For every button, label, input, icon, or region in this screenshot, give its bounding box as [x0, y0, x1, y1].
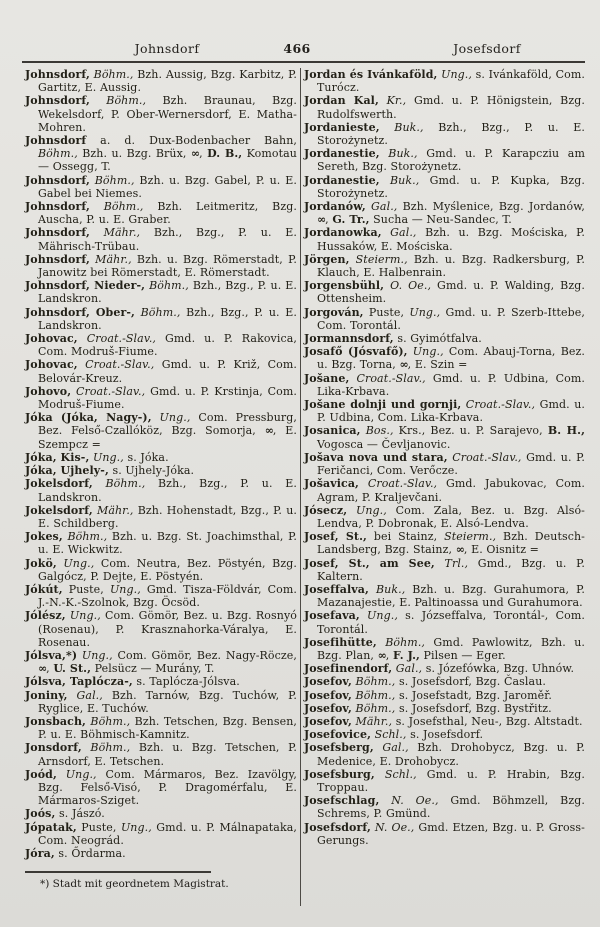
- gazetteer-entry: [304, 200, 585, 226]
- entry-headword: Josefov,: [304, 688, 352, 702]
- entry-headword: Josafő (Jósvafő),: [304, 345, 408, 359]
- gazetteer-entry: [25, 821, 297, 847]
- region-abbr: Böhm.,: [89, 94, 147, 108]
- entry-headword: Joód,: [25, 767, 57, 781]
- post-horn-symbol: ∞: [190, 147, 200, 161]
- entry-headword: Jonsdorf,: [25, 741, 82, 755]
- post-horn-symbol: ∞: [317, 213, 326, 227]
- gazetteer-entry: [304, 794, 585, 820]
- entry-headword: Jokelsdorf,: [25, 477, 93, 491]
- gazetteer-entry: [304, 504, 585, 530]
- gazetteer-entry: [25, 649, 297, 675]
- region-abbr: Böhm.,: [89, 200, 144, 214]
- entry-text: Bzh. u. Bzg. Tetschen, P. Arnsdorf, E. Tetschen.: [38, 741, 297, 768]
- region-abbr: Schl.,: [371, 728, 407, 742]
- column-left: [25, 68, 297, 906]
- entry-text: Gmd. u. P. Karapcziu am Sereth, Bzg. Storożynetz.: [317, 147, 585, 174]
- entry-text: Bzh. Myślenice, Bzg. Jordanów,: [397, 200, 586, 214]
- entry-headword: Johnsdorf,: [25, 68, 90, 81]
- entry-text: s. Taplócza-Jólsva.: [132, 675, 240, 689]
- entry-text: Bzh. Hohenstadt, Bzg., P. u. E. Schildberg.: [38, 503, 297, 530]
- entry-text: s. Jóka.: [123, 450, 169, 464]
- region-abbr: Ung.,: [359, 609, 398, 623]
- entry-headword: Josefov,: [304, 701, 352, 715]
- entry-text: s. Josefsdorf, Bzg. Časlau.: [395, 675, 546, 689]
- entry-headword: Jordanestie,: [304, 147, 380, 161]
- region-abbr: Böhm.,: [351, 675, 396, 689]
- entry-headword: Johnsdorf,: [25, 226, 90, 240]
- region-abbr: Croat.-Slav.,: [359, 477, 438, 491]
- region-abbr: Ung.,: [120, 820, 152, 834]
- gazetteer-entry: [25, 279, 297, 305]
- entry-headword: Josefsburg,: [304, 767, 375, 781]
- entry-headword: Josefov,: [304, 675, 352, 689]
- gazetteer-entry: [304, 68, 585, 94]
- gazetteer-entry: [304, 530, 585, 556]
- gazetteer-entry: [304, 253, 585, 279]
- gazetteer-entry: [25, 134, 297, 174]
- entry-text: Bzh. Tarnów, Bzg. Tuchów, P. Ryglice, E. Tuchów.: [38, 688, 297, 715]
- entry-text: Bzh. Tetschen, Bzg. Bensen, P. u. E. Böhmisch-Kamnitz.: [38, 714, 297, 742]
- entry-headword: Jósecz,: [304, 503, 348, 517]
- gazetteer-entry: [25, 385, 297, 411]
- entry-text: s. Josefsthal, Neu-, Bzg. Altstadt.: [392, 714, 583, 728]
- gazetteer-entry: [304, 332, 585, 345]
- entry-headword: Jošava nova und stara,: [304, 450, 448, 464]
- gazetteer-entry: [25, 741, 297, 767]
- entry-text: Gmd. u. P. Hönigstein, Bzg. Rudolfswerth.: [317, 94, 585, 121]
- gazetteer-entry: [304, 451, 585, 477]
- entry-text: Com. Gömör, Bez. u. Bzg. Rosnyó (Rosenau), P. Krasznahorka-Váralya, E. Rosenau.: [38, 609, 297, 649]
- entry-text: Bzh. Deutsch-Landsberg, Bzg. Stainz,: [317, 530, 585, 557]
- region-abbr: Ung.,: [347, 503, 387, 517]
- footnote-rule: [25, 871, 211, 873]
- region-abbr: Buk.,: [379, 147, 418, 161]
- entry-headword: Johnsdorf, Nieder-,: [25, 279, 146, 293]
- entry-headword: Johovo,: [25, 384, 72, 398]
- region-abbr: Böhm.,: [92, 477, 146, 491]
- gazetteer-entry: [304, 398, 585, 424]
- gazetteer-entry: [25, 847, 297, 860]
- region-abbr: N. Oe.,: [370, 820, 415, 834]
- entry-headword: Jólsva, Taplócza-,: [25, 675, 133, 689]
- post-horn-symbol: ∞: [399, 358, 408, 372]
- gazetteer-entry: [304, 226, 585, 252]
- entry-text: Gmd. u. P. Križ, Com. Belovár-Kreuz.: [38, 358, 297, 385]
- entry-text: Gmd. u. P. Krstinja, Com. Modruš-Fiume.: [38, 384, 297, 412]
- gazetteer-entry: [304, 728, 585, 741]
- region-abbr: Mähr.,: [92, 503, 134, 517]
- entry-headword: F. J.,: [392, 648, 420, 662]
- gazetteer-entry: [304, 636, 585, 662]
- entry-text: Krs., Bez. u. P. Sarajevo,: [393, 424, 548, 438]
- entry-text: Com. Pressburg, Bez. Felső-Czallóköz, Bzg. Somorja,: [38, 411, 297, 438]
- gazetteer-entry: [304, 121, 585, 147]
- entry-text: Komotau — Ossegg, T.: [38, 147, 297, 174]
- region-abbr: Croat.-Slav.,: [349, 371, 426, 385]
- entry-text: s. Őrdarma.: [54, 846, 126, 860]
- entry-text: Gmd. Tisza-Földvár, Com. J.-N.-K.-Szolnok, Bzg. Öcsöd.: [38, 582, 297, 610]
- region-abbr: Kr.,: [378, 94, 407, 108]
- entry-text: Com. Abauj-Torna, Bez. u. Bzg. Torna,: [317, 345, 585, 372]
- post-horn-symbol: ∞: [264, 424, 273, 438]
- header-right-keyword: Josefsdorf: [453, 41, 521, 56]
- entry-headword: Jošavica,: [304, 477, 359, 491]
- entry-text: Gmd. u. P. Walding, Bzg. Ottensheim.: [317, 279, 586, 306]
- entry-text: Com. Zala, Bez. u. Bzg. Alsó-Lendva, P. Dobronak, E. Alsó-Lendva.: [317, 503, 585, 530]
- region-abbr: Mähr.,: [89, 252, 132, 266]
- region-abbr: Croat.-Slav.,: [77, 332, 157, 346]
- entry-text: Com. Mármaros, Bez. Izavölgy, Bzg. Felső-Visó, P. Dragomérfalu, E. Mármaros-Sziget.: [38, 767, 297, 808]
- page-header: [0, 41, 600, 57]
- entry-headword: Jošane dolnji und gornji,: [304, 398, 462, 412]
- entry-text: s. Josefsdorf, Bzg. Bystřitz.: [395, 701, 552, 715]
- entry-headword: Jordanestie,: [304, 173, 380, 187]
- region-abbr: Buk.,: [379, 120, 424, 134]
- region-abbr: Ung.,: [65, 609, 101, 623]
- gazetteer-entry: [25, 174, 297, 200]
- gazetteer-entry: [25, 477, 297, 503]
- entry-text: a. d. Dux-Bodenbacher Bahn,: [86, 134, 297, 148]
- entry-headword: Jordanowka,: [304, 226, 382, 240]
- entries-right: [304, 68, 585, 847]
- entry-headword: Josefinendorf,: [304, 662, 393, 676]
- gazetteer-entry: [304, 768, 585, 794]
- region-abbr: Ung.,: [89, 450, 124, 464]
- entry-headword: Josefschlag,: [304, 794, 380, 808]
- entry-text: Gmd. Etzen, Bzg. u. P. Gross-Gerungs.: [317, 820, 585, 847]
- gazetteer-entry: [304, 94, 585, 120]
- region-abbr: Böhm.,: [89, 173, 135, 187]
- gazetteer-entry: [25, 68, 297, 94]
- entry-text: Sucha — Neu-Sandec, T.: [369, 213, 512, 227]
- entry-text: s. Josefsdorf.: [406, 728, 484, 742]
- entry-headword: Jóka, Ujhely-,: [25, 464, 109, 478]
- entry-headword: Jorgován,: [304, 305, 364, 319]
- gazetteer-entry: [304, 741, 585, 767]
- entry-text: Bzh. u. Bzg. St. Joachimsthal, P. u. E. Wickwitz.: [38, 530, 297, 557]
- region-abbr: Ung.,: [56, 556, 95, 570]
- entry-text: Puste,: [363, 305, 410, 319]
- region-abbr: Böhm.,: [62, 530, 108, 544]
- gazetteer-entry: [304, 609, 585, 635]
- entry-headword: Jonsbach,: [25, 714, 86, 728]
- gazetteer-entry: [25, 609, 297, 649]
- gazetteer-entry: [304, 477, 585, 503]
- entry-headword: Johnsdorf: [25, 134, 87, 148]
- entry-text: ,: [46, 662, 54, 676]
- region-abbr: Gal.,: [392, 662, 423, 676]
- gazetteer-entry: [304, 147, 585, 173]
- entry-headword: B. H.,: [547, 424, 586, 438]
- entry-text: bei Stainz,: [366, 530, 445, 544]
- entry-headword: Jordanów,: [304, 200, 366, 214]
- entry-text: Pelsücz — Murány, T.: [91, 662, 215, 676]
- region-abbr: N. Oe.,: [379, 794, 439, 808]
- page-number: 466: [283, 41, 311, 56]
- footnote-text: *) Stadt mit geordnetem Magistrat.: [40, 878, 229, 891]
- region-abbr: Mähr.,: [89, 226, 141, 240]
- entry-text: s. Ujhely-Jóka.: [108, 464, 195, 478]
- entry-headword: D. B.,: [207, 147, 243, 161]
- entry-text: s. Józefówka, Bzg. Uhnów.: [422, 662, 575, 676]
- region-abbr: Böhm.,: [351, 688, 396, 702]
- region-abbr: Gal.,: [67, 688, 103, 702]
- gazetteer-entry: [25, 715, 297, 741]
- gazetteer-entry: [304, 557, 585, 583]
- entry-text: , E. Oisnitz =: [463, 543, 540, 557]
- post-horn-symbol: ∞: [455, 543, 464, 557]
- entry-text: Gmd. u. P. Szerb-Ittebe, Com. Torontál.: [317, 305, 585, 332]
- gazetteer-entry: [25, 200, 297, 226]
- gazetteer-entry: [304, 372, 585, 398]
- region-abbr: Croat.-Slav.,: [461, 398, 536, 412]
- entry-text: Bzh., Bzg., P. u. E. Landskron.: [38, 279, 297, 306]
- entry-text: , E. Szempcz =: [38, 424, 297, 451]
- entry-text: Bzh. Braunau, Bzg. Wekelsdorf, P. Ober-Wernersdorf, E. Matha-Mohren.: [38, 94, 297, 134]
- entry-headword: Joós,: [25, 807, 56, 821]
- entry-headword: Jóra,: [25, 846, 55, 860]
- region-abbr: Gal.,: [365, 200, 398, 214]
- entry-headword: Johnsdorf,: [25, 173, 90, 187]
- entry-text: Gmd. u. P. Udbina, Com. Lika-Krbava.: [317, 371, 585, 398]
- region-abbr: Böhm.,: [376, 635, 426, 649]
- entry-headword: Johnsdorf, Ober-,: [25, 305, 135, 319]
- entry-text: ,: [385, 648, 393, 662]
- gazetteer-entry: [304, 583, 585, 609]
- gazetteer-entry: [304, 715, 585, 728]
- entry-text: ,: [325, 213, 333, 227]
- entry-text: Bzh., Bzg., P. u. E. Storożynetz.: [317, 120, 585, 148]
- entry-headword: Jokö,: [25, 556, 57, 570]
- gazetteer-entry: [25, 451, 297, 464]
- gazetteer-entry: [25, 94, 297, 134]
- region-abbr: Croat.-Slav.,: [71, 384, 146, 398]
- entry-headword: Jošane,: [304, 371, 350, 385]
- column-divider: [300, 68, 301, 906]
- entry-text: Bzh., Bzg., P. u. E. Landskron.: [38, 305, 297, 332]
- region-abbr: Steierm.,: [444, 530, 497, 544]
- entry-headword: Jókút,: [25, 582, 63, 596]
- entry-headword: Josefava,: [304, 609, 360, 623]
- entry-text: s. Józseffalva, Torontál-, Com. Torontál.: [317, 609, 585, 636]
- gazetteer-entry: [304, 345, 585, 371]
- gazetteer-entry: [25, 583, 297, 609]
- region-abbr: O. Oe.,: [384, 279, 432, 293]
- entry-headword: G. Tr.,: [332, 213, 370, 227]
- entry-text: Bzh. Aussig, Bzg. Karbitz, P. Gartitz, E. Aussig.: [38, 68, 297, 95]
- region-abbr: Schl.,: [374, 767, 417, 781]
- gazetteer-entry: [304, 689, 585, 702]
- gazetteer-entry: [25, 675, 297, 688]
- gazetteer-entry: [25, 689, 297, 715]
- entry-text: Bzh. u. Bzg. Gabel, P. u. E. Gabel bei Niemes.: [38, 173, 297, 200]
- entry-headword: Jólész,: [25, 609, 66, 623]
- gazetteer-entry: [25, 358, 297, 384]
- region-abbr: Ung.,: [151, 411, 191, 425]
- region-abbr: Ung.,: [109, 582, 141, 596]
- region-abbr: Ung.,: [56, 767, 97, 781]
- region-abbr: Gal.,: [381, 226, 417, 240]
- entry-headword: Jóka (Jóka, Nagy-),: [25, 411, 152, 425]
- entry-text: Gmd. u. P. Málnapataka, Com. Neográd.: [38, 820, 297, 847]
- entry-text: Gmd., Bzg. u. P. Kaltern.: [317, 556, 586, 583]
- gazetteer-entry: [25, 226, 297, 252]
- entry-text: Com. Neutra, Bez. Pöstyén, Bzg. Galgócz, P. Dejte, E. Pöstyén.: [38, 556, 297, 583]
- entry-headword: Joseffalva,: [304, 582, 369, 596]
- gazetteer-entry: [25, 807, 297, 820]
- gazetteer-entry: [25, 332, 297, 358]
- entry-text: Gmd. Pawlowitz, Bzh. u. Bzg. Plan,: [317, 635, 585, 662]
- entry-headword: Jörgen,: [304, 252, 350, 266]
- entry-headword: Jópatak,: [25, 820, 77, 834]
- entry-headword: Jóka, Kis-,: [25, 450, 90, 464]
- gazetteer-entry: [304, 702, 585, 715]
- region-abbr: Böhm.,: [81, 741, 131, 755]
- gazetteer-entry: [304, 174, 585, 200]
- text-columns: [25, 68, 585, 906]
- entry-text: Bzh. u. Bzg. Römerstadt, P. Janowitz bei Römerstadt, E. Römerstadt.: [38, 252, 297, 280]
- entry-text: Bzh. u. Bzg. Brüx,: [77, 147, 191, 161]
- region-abbr: Ung.,: [409, 305, 441, 319]
- gazetteer-entry: [304, 424, 585, 450]
- entry-headword: Jormannsdorf,: [304, 332, 394, 346]
- entry-text: s. Gyimótfalva.: [393, 332, 482, 346]
- entry-text: Bzh. u. Bzg. Radkersburg, P. Klauch, E. Halbenrain.: [317, 252, 585, 280]
- entry-text: Bzh. u. Bzg. Mościska, P. Hussaków, E. Mościska.: [317, 226, 585, 253]
- region-abbr: Böhm.,: [38, 147, 78, 161]
- region-abbr: Steierm.,: [349, 252, 408, 266]
- entry-headword: Johovac,: [25, 358, 78, 372]
- entry-text: Bzh. Leitmeritz, Bzg. Auscha, P. u. E. Graber.: [38, 200, 297, 227]
- entry-headword: Jordan Kal,: [304, 94, 379, 108]
- region-abbr: Böhm.,: [134, 305, 181, 319]
- entry-text: , E. Szin =: [407, 358, 468, 372]
- gazetteer-entry: [304, 662, 585, 675]
- region-abbr: Bos.,: [360, 424, 394, 438]
- entry-headword: Jordanieste,: [304, 120, 380, 134]
- post-horn-symbol: ∞: [377, 648, 386, 662]
- region-abbr: Ung.,: [407, 345, 444, 359]
- entry-headword: Joniny,: [25, 688, 68, 702]
- entry-text: Bzh., Bzg., P. u. E. Mährisch-Trübau.: [38, 226, 297, 253]
- region-abbr: Buk.,: [379, 173, 420, 187]
- region-abbr: Croat.-Slav.,: [447, 450, 522, 464]
- region-abbr: Böhm.,: [351, 701, 396, 715]
- entry-headword: Jordan és Ivánkaföld,: [304, 68, 438, 81]
- entry-text: Gmd. u. P. Kupka, Bzg. Storożynetz.: [317, 173, 585, 200]
- entry-headword: U. St.,: [53, 662, 92, 676]
- region-abbr: Ung.,: [437, 68, 472, 81]
- entry-headword: Josefov,: [304, 714, 352, 728]
- post-horn-symbol: ∞: [38, 662, 47, 676]
- entry-headword: Johnsdorf,: [25, 200, 90, 214]
- gazetteer-entry: [25, 768, 297, 808]
- entry-headword: Josefsberg,: [304, 741, 374, 755]
- entry-text: Gmd. u. P. Udbina, Com. Lika-Krbava.: [317, 398, 585, 425]
- entry-text: s. Ivánkaföld, Com. Turócz.: [317, 68, 585, 95]
- entry-text: Gmd. Jabukovac, Com. Agram, P. Kraljevčani.: [317, 477, 586, 504]
- entry-text: Puste,: [76, 820, 121, 834]
- region-abbr: Trl.,: [434, 556, 469, 570]
- region-abbr: Böhm.,: [85, 714, 131, 728]
- entry-text: Gmd. u. P. Feričanci, Com. Verőcze.: [317, 450, 586, 478]
- header-left-keyword: Johnsdorf: [134, 41, 200, 56]
- entry-headword: Jólsva,*): [25, 648, 78, 662]
- region-abbr: Böhm.,: [145, 279, 189, 293]
- footnote: [25, 871, 297, 891]
- gazetteer-entry: [25, 411, 297, 451]
- entry-headword: Josef, St., am See,: [304, 556, 435, 570]
- entry-text: Bzh., Bzg., P. u. E. Landskron.: [38, 477, 297, 504]
- entry-text: Com. Gömör, Bez. Nagy-Röcze,: [112, 648, 297, 662]
- entry-text: Gmd. Böhmzell, Bzg. Schrems, P. Gmünd.: [317, 794, 585, 821]
- region-abbr: Böhm.,: [89, 68, 134, 81]
- entry-text: Pilsen — Eger.: [419, 648, 506, 662]
- gazetteer-entry: [25, 504, 297, 530]
- gazetteer-entry: [25, 530, 297, 556]
- entry-headword: Jokes,: [25, 530, 63, 544]
- entry-headword: Jokelsdorf,: [25, 503, 93, 517]
- gazetteer-entry: [25, 557, 297, 583]
- region-abbr: Ung.,: [77, 648, 113, 662]
- entry-headword: Johovac,: [25, 332, 78, 346]
- region-abbr: Croat.-Slav.,: [77, 358, 155, 372]
- entry-headword: Johnsdorf,: [25, 94, 90, 108]
- entry-text: Vogosca — Čevljanovic.: [317, 437, 451, 451]
- entry-text: s. Josefstadt, Bzg. Jaroměř.: [395, 688, 552, 702]
- entry-text: Bzh. Drohobycz, Bzg. u. P. Medenice, E. Drohobycz.: [317, 741, 585, 768]
- entry-text: Gmd. u. P. Rakovica, Com. Modruš-Fiume.: [38, 332, 298, 359]
- gazetteer-entry: [304, 675, 585, 688]
- region-abbr: Gal.,: [373, 741, 409, 755]
- gazetteer-entry: [25, 253, 297, 279]
- region-abbr: Buk.,: [368, 582, 406, 596]
- region-abbr: Mähr.,: [351, 714, 393, 728]
- gazetteer-entry: [304, 821, 585, 847]
- gazetteer-entry: [25, 306, 297, 332]
- header-rule: [22, 61, 585, 63]
- entry-headword: Josefsdorf,: [304, 820, 371, 834]
- entry-headword: Josanica,: [304, 424, 361, 438]
- entry-headword: Jorgensbühl,: [304, 279, 385, 293]
- entry-text: Gmd. u. P. Hrabin, Bzg. Troppau.: [317, 767, 585, 794]
- entry-headword: Josefihütte,: [304, 635, 377, 649]
- entry-text: s. Jászó.: [55, 807, 105, 821]
- entry-headword: Josef, St.,: [304, 530, 367, 544]
- entry-text: ,: [199, 147, 208, 161]
- entry-text: Bzh. u. Bzg. Gurahumora, P. Mazanajestie, E. Paltinoassa und Gurahumora.: [317, 582, 585, 610]
- entry-headword: Josefovice,: [304, 728, 371, 742]
- gazetteer-entry: [25, 464, 297, 477]
- gazetteer-entry: [304, 306, 585, 332]
- entry-text: Puste,: [62, 582, 110, 596]
- entries-left: [25, 68, 297, 860]
- entry-headword: Johnsdorf,: [25, 252, 90, 266]
- column-right: [304, 68, 585, 906]
- gazetteer-entry: [304, 279, 585, 305]
